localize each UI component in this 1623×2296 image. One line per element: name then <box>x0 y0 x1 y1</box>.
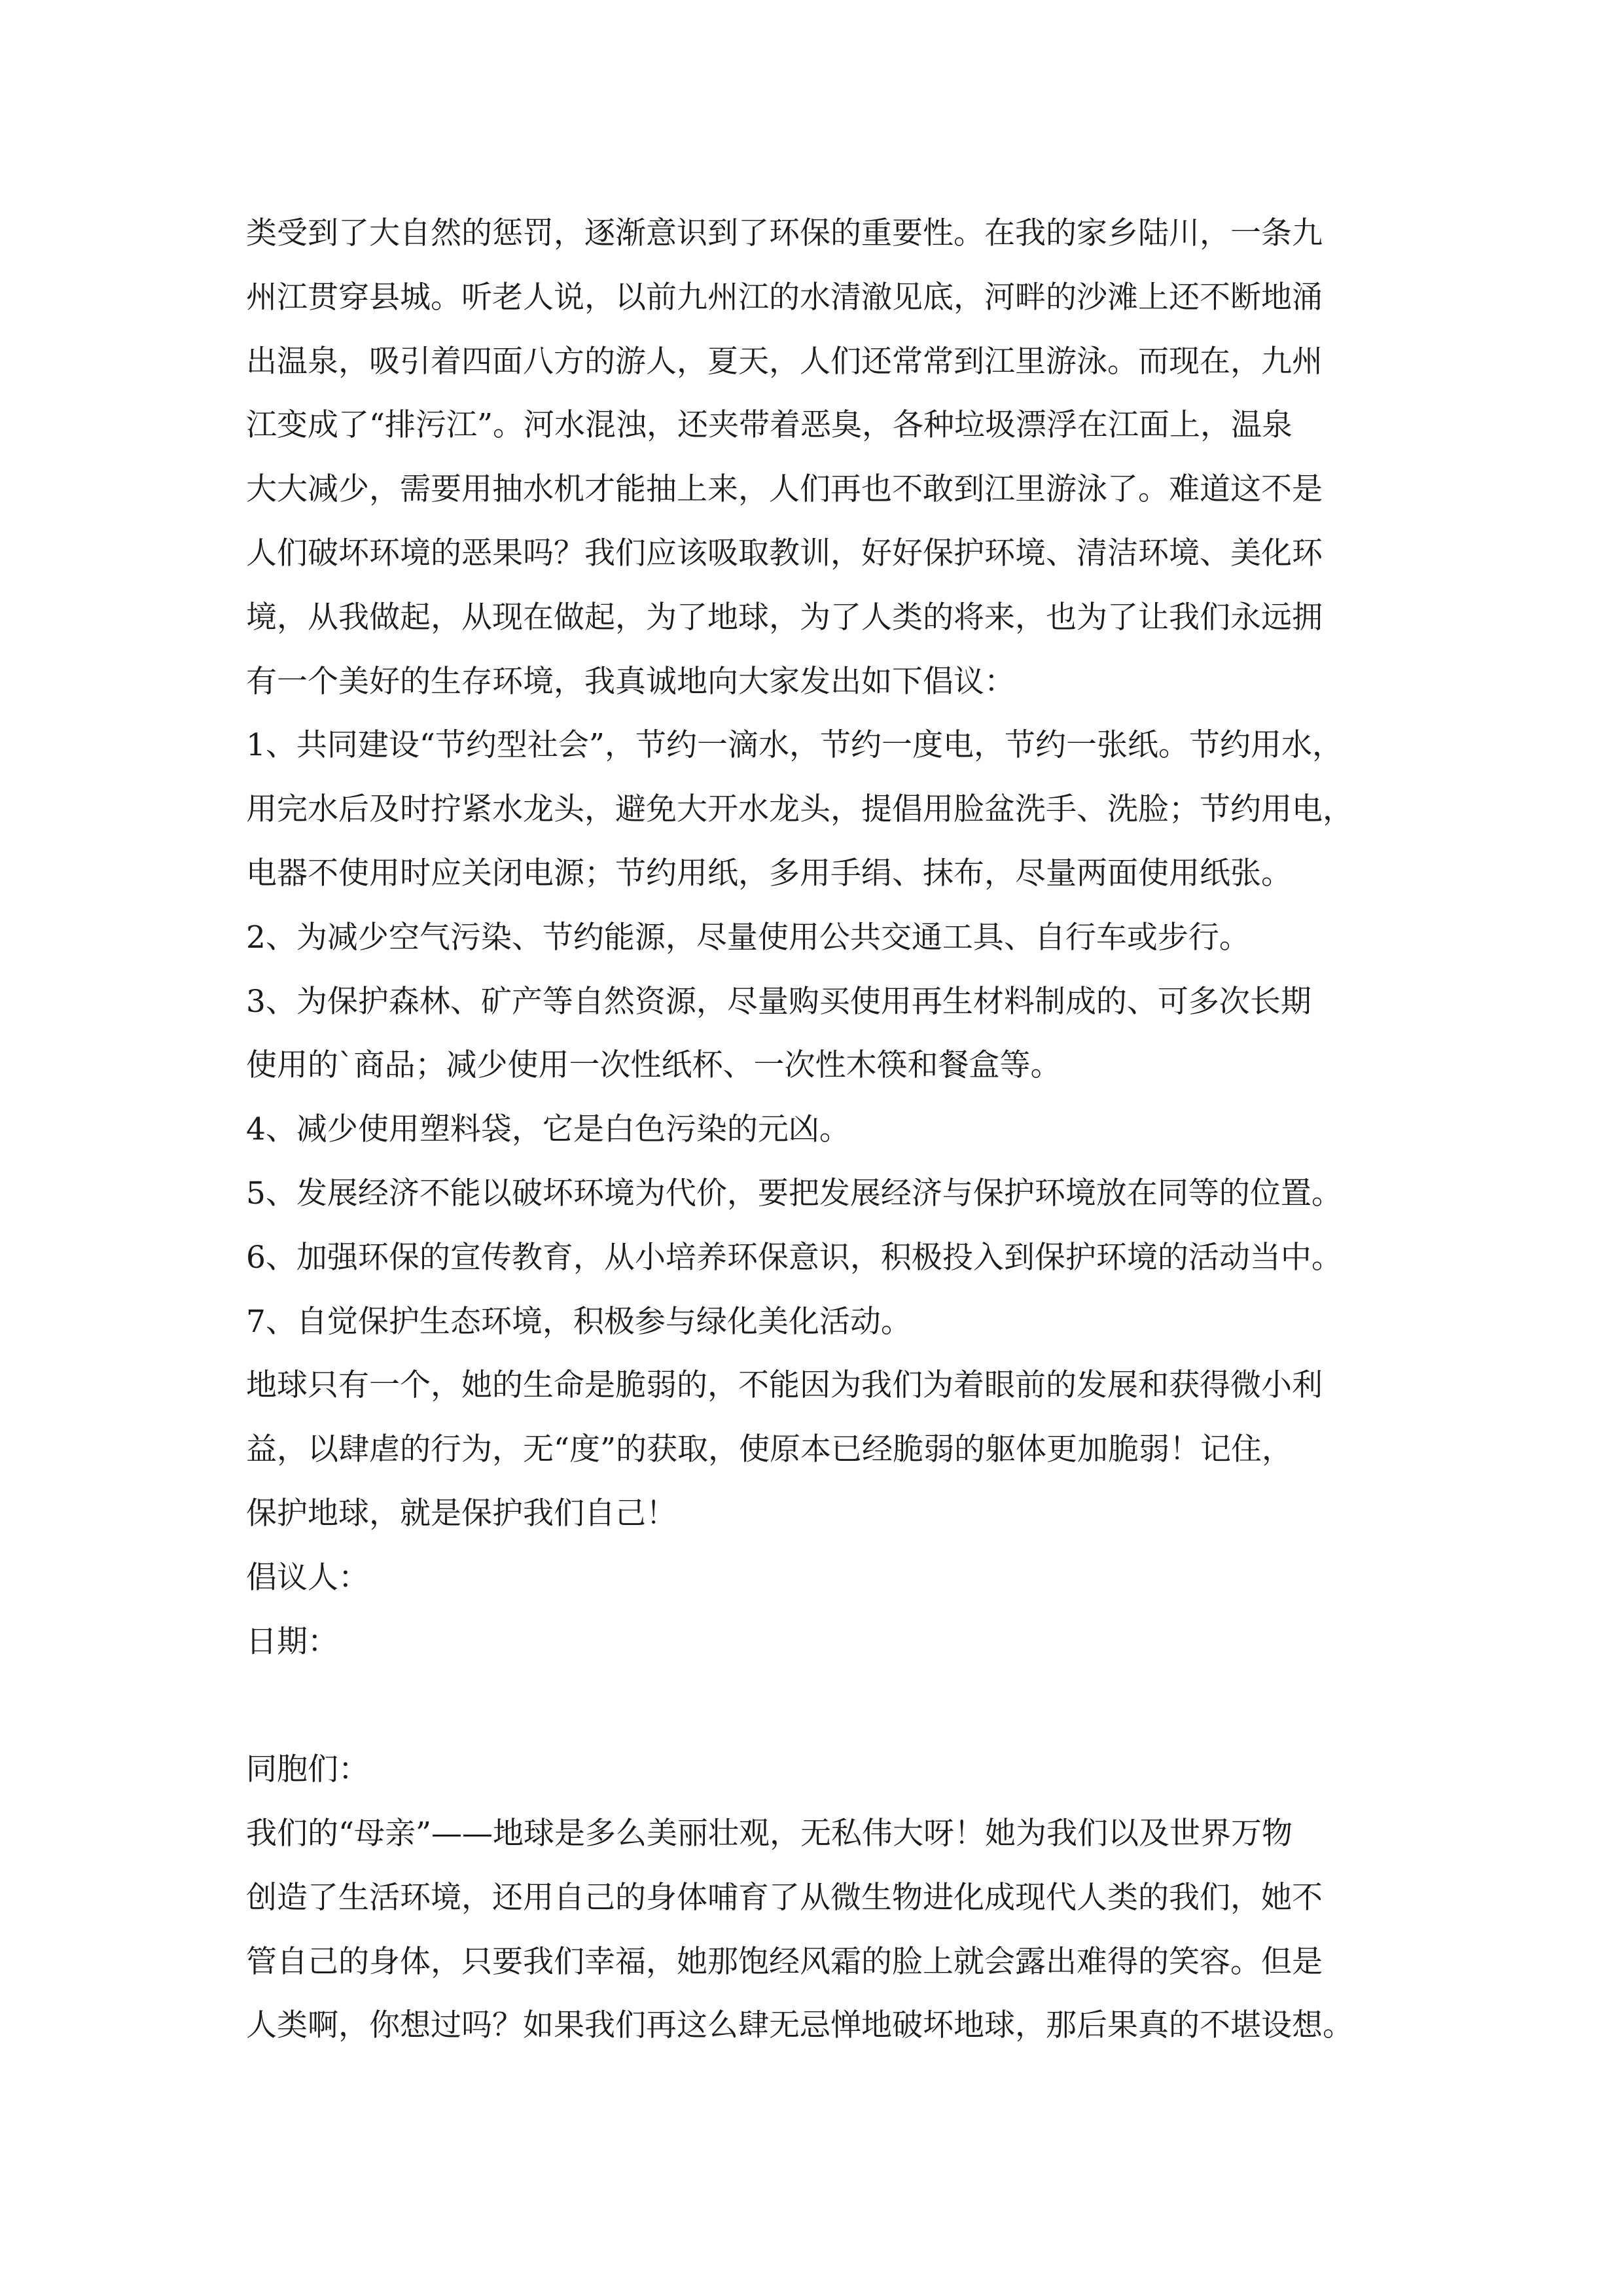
proposal-item-5 <box>246 1162 1398 1226</box>
proposal-item-1 <box>246 713 1398 905</box>
text-line: 1、共同建设“节约型社会”，节约一滴水，节约一度电，节约一张纸。节约用水， <box>246 727 1343 764</box>
text-line: 大大减少，需要用抽水机才能抽上来，人们再也不敢到江里游泳了。难道这不是 <box>246 471 1323 508</box>
text-line: 4、减少使用塑料袋，它是白色污染的元凶。 <box>246 1111 850 1148</box>
text-line: 5、发展经济不能以破坏环境为代价，要把发展经济与保护环境放在同等的位置。 <box>246 1175 1342 1211</box>
text-line: 7、自觉保护生态环境，积极参与绿化美化活动。 <box>246 1303 912 1340</box>
text-line: 有一个美好的生存环境，我真诚地向大家发出如下倡议： <box>246 663 1015 700</box>
text-line: 保护地球，就是保护我们自己！ <box>246 1495 677 1532</box>
text-line: 我们的“母亲”——地球是多么美丽壮观，无私伟大呀！她为我们以及世界万物 <box>246 1815 1293 1852</box>
proposal-item-4 <box>246 1098 1398 1162</box>
salutation: 同胞们： <box>246 1751 369 1788</box>
document-page <box>246 202 1398 2058</box>
text-line: 类受到了大自然的惩罚，逐渐意识到了环保的重要性。在我的家乡陆川，一条九 <box>246 215 1323 251</box>
text-line: 人们破坏环境的恶果吗？我们应该吸取教训，好好保护环境、清洁环境、美化环 <box>246 535 1323 571</box>
text-line: 地球只有一个，她的生命是脆弱的，不能因为我们为着眼前的发展和获得微小利 <box>246 1367 1323 1404</box>
text-line: 电器不使用时应关闭电源；节约用纸，多用手绢、抹布，尽量两面使用纸张。 <box>246 855 1292 891</box>
proposal-list <box>246 713 1398 1354</box>
second-letter <box>246 1738 1398 2058</box>
text-line: 益，以肆虐的行为，无“度”的获取，使原本已经脆弱的躯体更加脆弱！记住， <box>246 1431 1293 1468</box>
blank-line <box>246 1674 1398 1738</box>
proposal-item-3 <box>246 970 1398 1098</box>
proposal-item-7 <box>246 1290 1398 1354</box>
text-line: 6、加强环保的宣传教育，从小培养环保意识，积极投入到保护环境的活动当中。 <box>246 1239 1342 1276</box>
text-line: 江变成了“排污江”。河水混浊，还夹带着恶臭，各种垃圾漂浮在江面上，温泉 <box>246 407 1293 444</box>
proposer-label: 倡议人： <box>246 1559 369 1596</box>
date-label: 日期： <box>246 1623 338 1660</box>
text-line: 出温泉，吸引着四面八方的游人，夏天，人们还常常到江里游泳。而现在，九州 <box>246 343 1323 380</box>
text-line: 3、为保护森林、矿产等自然资源，尽量购买使用再生材料制成的、可多次长期 <box>246 983 1311 1020</box>
text-line: 州江贯穿县城。听老人说，以前九州江的水清澈见底，河畔的沙滩上还不断地涌 <box>246 279 1323 315</box>
proposal-item-6 <box>246 1226 1398 1290</box>
text-line: 创造了生活环境，还用自己的身体哺育了从微生物进化成现代人类的我们，她不 <box>246 1879 1323 1916</box>
text-line: 境，从我做起，从现在做起，为了地球，为了人类的将来，也为了让我们永远拥 <box>246 599 1323 636</box>
text-line: 用完水后及时拧紧水龙头，避免大开水龙头，提倡用脸盆洗手、洗脸；节约用电， <box>246 791 1353 828</box>
paragraph-environment-intro <box>246 202 1398 713</box>
paragraph-closing <box>246 1354 1398 1545</box>
text-line: 管自己的身体，只要我们幸福，她那饱经风霜的脸上就会露出难得的笑容。但是 <box>246 1943 1323 1980</box>
proposal-item-2 <box>246 906 1398 970</box>
signature-block <box>246 1546 1398 1674</box>
text-line: 2、为减少空气污染、节约能源，尽量使用公共交通工具、自行车或步行。 <box>246 919 1250 956</box>
text-line: 人类啊，你想过吗？如果我们再这么肆无忌惮地破坏地球，那后果真的不堪设想。 <box>246 2007 1353 2044</box>
text-line: 使用的`商品；减少使用一次性纸杯、一次性木筷和餐盒等。 <box>246 1047 1061 1084</box>
